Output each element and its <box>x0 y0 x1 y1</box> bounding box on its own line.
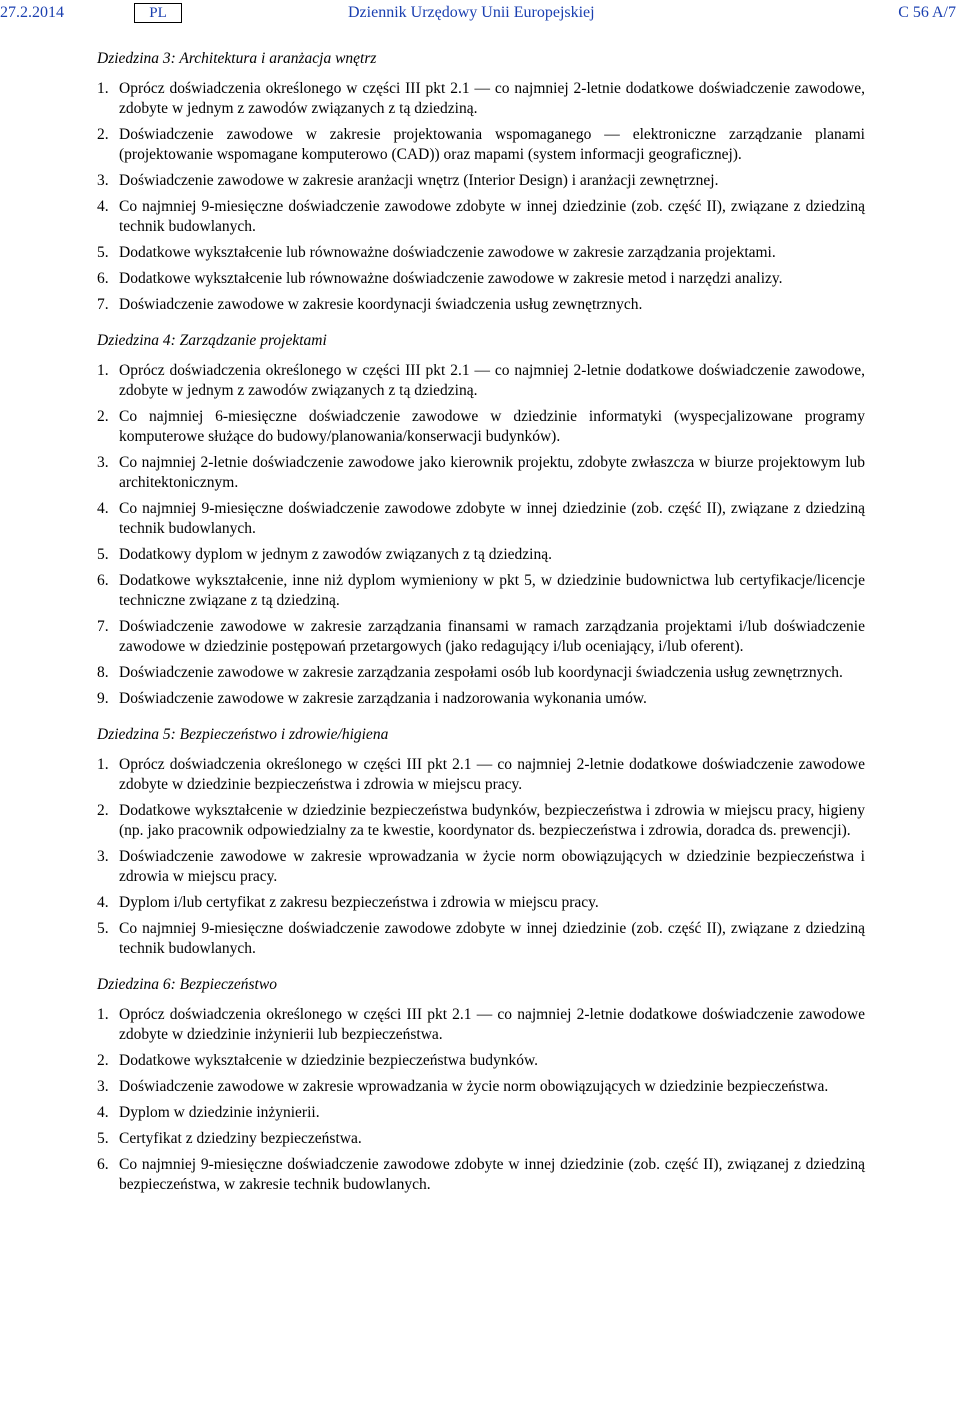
item-text: Doświadczenie zawodowe w zakresie projektowania wspomaganego — elektroniczne zarządzanie planami (projektowanie wspomagane komputerowo (CAD)) oraz mapami (system informacji geograficznej). <box>119 126 865 163</box>
list-item <box>97 1051 865 1071</box>
item-text: Doświadczenie zawodowe w zakresie zarządzania zespołami osób lub koordynacji świadczenia usług zewnętrznych. <box>119 664 843 681</box>
journal-title: Dziennik Urzędowy Unii Europejskiej <box>348 4 595 21</box>
item-text: Doświadczenie zawodowe w zakresie wprowadzania w życie norm obowiązujących w dziedzinie bezpieczeństwa. <box>119 1078 829 1095</box>
language-badge: PL <box>134 3 182 23</box>
list-item <box>97 361 865 401</box>
list-item <box>97 1103 865 1123</box>
item-text: Dodatkowy dyplom w jednym z zawodów związanych z tą dziedziną. <box>119 546 552 563</box>
item-number: 3. <box>97 454 109 471</box>
item-number: 5. <box>97 546 109 563</box>
section <box>97 975 865 1195</box>
item-number: 3. <box>97 172 109 189</box>
item-text: Doświadczenie zawodowe w zakresie aranżacji wnętrz (Interior Design) i aranżacji zewnętrznej. <box>119 172 719 189</box>
list-item <box>97 295 865 315</box>
list-item <box>97 755 865 795</box>
item-text: Co najmniej 6-miesięczne doświadczenie zawodowe w dziedzinie informatyki (wyspecjalizowane programy komputerowe służące do budowy/planowania/konserwacji budynków). <box>119 408 865 445</box>
item-text: Oprócz doświadczenia określonego w części III pkt 2.1 — co najmniej 2-letnie dodatkowe doświadczenie zawodowe, zdobyte w jednym z zawodów związanych z tą dziedziną. <box>119 80 865 117</box>
item-number: 7. <box>97 618 109 635</box>
item-text: Co najmniej 9-miesięczne doświadczenie zawodowe zdobyte w innej dziedzinie (zob. część II), związane z dziedziną technik budowlanych. <box>119 920 865 957</box>
journal-reference: C 56 A/7 <box>898 4 956 21</box>
list-item <box>97 407 865 447</box>
item-text: Dyplom i/lub certyfikat z zakresu bezpieczeństwa i zdrowia w miejscu pracy. <box>119 894 599 911</box>
item-text: Doświadczenie zawodowe w zakresie wprowadzania w życie norm obowiązujących w dziedzinie bezpieczeństwa i zdrowia w miejscu pracy. <box>119 848 865 885</box>
item-text: Co najmniej 9-miesięczne doświadczenie zawodowe zdobyte w innej dziedzinie (zob. część II), związane z dziedziną technik budowlanych. <box>119 500 865 537</box>
list-item <box>97 171 865 191</box>
item-number: 4. <box>97 500 109 517</box>
item-text: Co najmniej 9-miesięczne doświadczenie zawodowe zdobyte w innej dziedzinie (zob. część II), związanej z dziedziną bezpieczeństwa, w zakresie technik budowlanych. <box>119 1156 865 1193</box>
list-item <box>97 801 865 841</box>
item-number: 4. <box>97 894 109 911</box>
list-item <box>97 847 865 887</box>
list-item <box>97 453 865 493</box>
item-number: 8. <box>97 664 109 681</box>
item-number: 6. <box>97 270 109 287</box>
list-item <box>97 919 865 959</box>
list-item <box>97 79 865 119</box>
list-item <box>97 571 865 611</box>
item-text: Certyfikat z dziedziny bezpieczeństwa. <box>119 1130 362 1147</box>
item-text: Oprócz doświadczenia określonego w części III pkt 2.1 — co najmniej 2-letnie dodatkowe doświadczenie zawodowe, zdobyte w jednym z zawodów związanych z tą dziedziną. <box>119 362 865 399</box>
item-text: Dodatkowe wykształcenie, inne niż dyplom wymieniony w pkt 5, w dziedzinie budownictwa lub certyfikacje/licencje techniczne związane z tą dziedziną. <box>119 572 865 609</box>
item-number: 5. <box>97 920 109 937</box>
item-number: 5. <box>97 1130 109 1147</box>
item-text: Doświadczenie zawodowe w zakresie zarządzania finansami w ramach zarządzania projektami i/lub doświadczenie zawodowe w dziedzinie postępowań przetargowych (jako redagujący i/lub oceniający, i/lub oferent). <box>119 618 865 655</box>
list-item <box>97 617 865 657</box>
item-text: Dodatkowe wykształcenie w dziedzinie bezpieczeństwa budynków. <box>119 1052 539 1069</box>
item-number: 4. <box>97 1104 109 1121</box>
list-item <box>97 1077 865 1097</box>
item-text: Oprócz doświadczenia określonego w części III pkt 2.1 — co najmniej 2-letnie dodatkowe doświadczenie zawodowe zdobyte w dziedzinie inżynierii lub bezpieczeństwa. <box>119 1006 865 1043</box>
list-item <box>97 125 865 165</box>
item-number: 2. <box>97 126 109 143</box>
list-item <box>97 1155 865 1195</box>
section-title: Dziedzina 6: Bezpieczeństwo <box>97 976 277 993</box>
list-item <box>97 1129 865 1149</box>
document-body <box>97 49 865 1211</box>
item-number: 7. <box>97 296 109 313</box>
section-title: Dziedzina 5: Bezpieczeństwo i zdrowie/higiena <box>97 726 389 743</box>
item-number: 6. <box>97 1156 109 1173</box>
item-text: Co najmniej 2-letnie doświadczenie zawodowe jako kierownik projektu, zdobyte zwłaszcza w biurze projektowym lub architektonicznym. <box>119 454 865 491</box>
list-item <box>97 545 865 565</box>
item-text: Dyplom w dziedzinie inżynierii. <box>119 1104 320 1121</box>
list-item <box>97 893 865 913</box>
item-number: 2. <box>97 408 109 425</box>
item-number: 3. <box>97 848 109 865</box>
item-number: 1. <box>97 756 109 773</box>
item-text: Dodatkowe wykształcenie lub równoważne doświadczenie zawodowe w zakresie zarządzania projektami. <box>119 244 776 261</box>
list-item <box>97 1005 865 1045</box>
section <box>97 725 865 959</box>
item-number: 5. <box>97 244 109 261</box>
item-text: Co najmniej 9-miesięczne doświadczenie zawodowe zdobyte w innej dziedzinie (zob. część II), związane z dziedziną technik budowlanych. <box>119 198 865 235</box>
list-item <box>97 243 865 263</box>
item-number: 4. <box>97 198 109 215</box>
list-item <box>97 689 865 709</box>
section-title: Dziedzina 4: Zarządzanie projektami <box>97 332 327 349</box>
item-number: 6. <box>97 572 109 589</box>
list-item <box>97 197 865 237</box>
item-number: 2. <box>97 802 109 819</box>
item-text: Dodatkowe wykształcenie w dziedzinie bezpieczeństwa budynków, bezpieczeństwa i zdrowia w miejscu pracy, higieny (np. jako pracownik odpowiedzialny za te kwestie, koordynator ds. bezpieczeństwa i zdrowia, doradca ds. prewencji). <box>119 802 865 839</box>
page-header <box>0 0 960 30</box>
item-text: Oprócz doświadczenia określonego w części III pkt 2.1 — co najmniej 2-letnie dodatkowe doświadczenie zawodowe zdobyte w dziedzinie bezpieczeństwa i zdrowia w miejscu pracy. <box>119 756 865 793</box>
item-number: 1. <box>97 1006 109 1023</box>
item-text: Doświadczenie zawodowe w zakresie zarządzania i nadzorowania wykonania umów. <box>119 690 647 707</box>
item-text: Doświadczenie zawodowe w zakresie koordynacji świadczenia usług zewnętrznych. <box>119 296 643 313</box>
item-number: 1. <box>97 362 109 379</box>
item-number: 3. <box>97 1078 109 1095</box>
publication-date: 27.2.2014 <box>0 4 64 21</box>
section <box>97 49 865 315</box>
section <box>97 331 865 709</box>
item-number: 2. <box>97 1052 109 1069</box>
item-number: 9. <box>97 690 109 707</box>
item-number: 1. <box>97 80 109 97</box>
item-text: Dodatkowe wykształcenie lub równoważne doświadczenie zawodowe w zakresie metod i narzędzi analizy. <box>119 270 783 287</box>
list-item <box>97 269 865 289</box>
list-item <box>97 499 865 539</box>
list-item <box>97 663 865 683</box>
section-title: Dziedzina 3: Architektura i aranżacja wnętrz <box>97 50 377 67</box>
